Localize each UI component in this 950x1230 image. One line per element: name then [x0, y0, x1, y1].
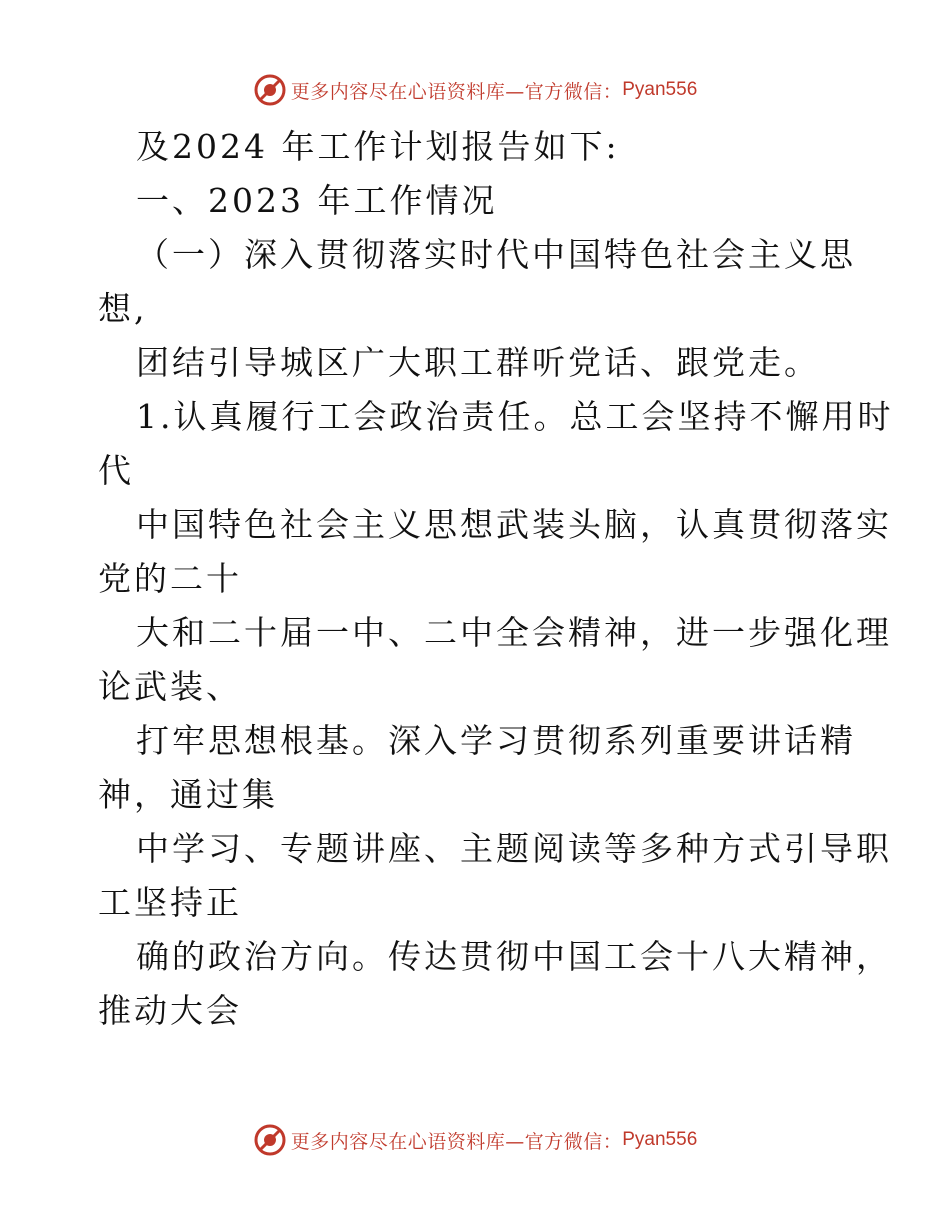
text-line: 打牢思想根基。深入学习贯彻系列重要讲话精 — [136, 721, 856, 760]
watermark-text: 更多内容尽在心语资料库—官方微信： — [290, 1130, 623, 1153]
text-line: 一、2023 年工作情况 — [136, 181, 498, 220]
watermark-text: 更多内容尽在心语资料库—官方微信： — [290, 80, 623, 103]
text-line: 神，通过集 — [98, 775, 278, 814]
text-line: 想, — [98, 289, 148, 328]
text-line: 中学习、专题讲座、主题阅读等多种方式引导职 — [136, 829, 892, 868]
document-body — [98, 120, 894, 1038]
logo-icon — [253, 73, 287, 107]
text-line: 团结引导城区广大职工群听党话、跟党走。 — [136, 343, 820, 382]
text-line: 工坚持正 — [98, 883, 242, 922]
wechat-id: Pyan556 — [622, 1129, 698, 1150]
text-line: 党的二十 — [98, 559, 242, 598]
watermark-footer — [0, 1120, 950, 1160]
watermark-header — [0, 70, 950, 110]
text-line: 确的政治方向。传达贯彻中国工会十八大精神， — [136, 937, 892, 976]
text-line: （一）深入贯彻落实时代中国特色社会主义思 — [136, 235, 856, 274]
text-line: 中国特色社会主义思想武装头脑，认真贯彻落实 — [136, 505, 892, 544]
text-line: 大和二十届一中、二中全会精神，进一步强化理 — [136, 613, 892, 652]
wechat-id: Pyan556 — [622, 79, 698, 100]
logo-icon — [253, 1123, 287, 1157]
text-line: 及2024 年工作计划报告如下: — [136, 127, 620, 166]
text-line: 1.认真履行工会政治责任。总工会坚持不懈用时 — [136, 397, 894, 436]
text-line: 代 — [98, 451, 134, 490]
text-line: 论武装、 — [98, 667, 242, 706]
text-line: 推动大会 — [98, 991, 242, 1030]
